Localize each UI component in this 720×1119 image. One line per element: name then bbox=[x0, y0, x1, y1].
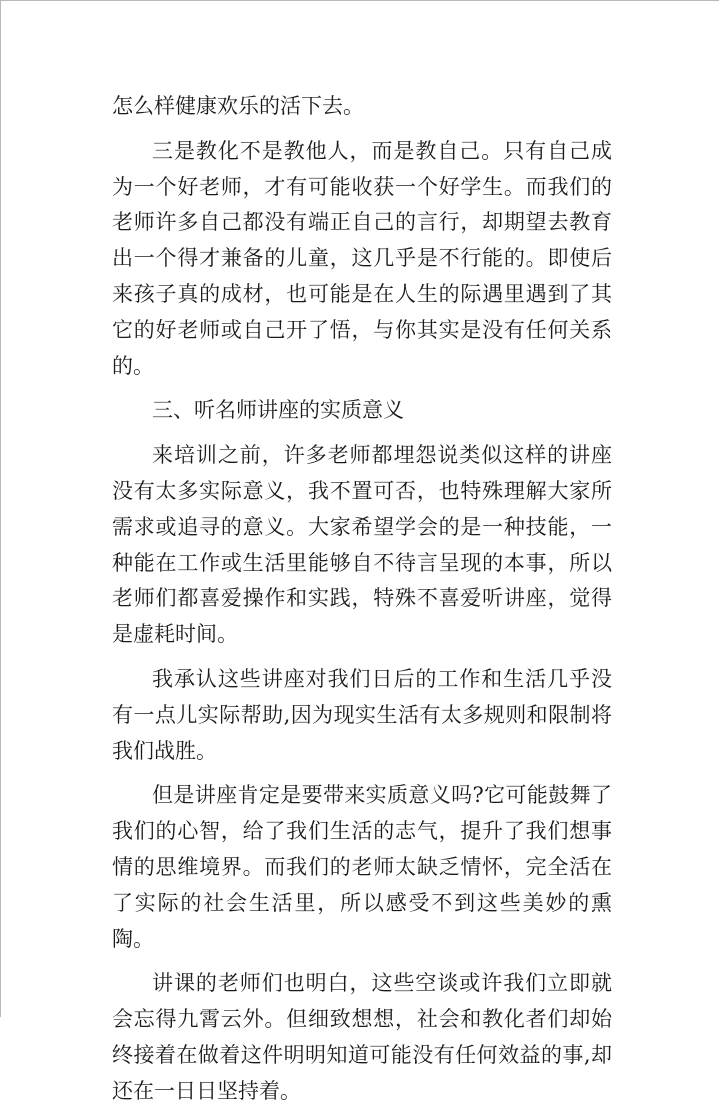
document-body bbox=[112, 89, 612, 1119]
paragraph-continuation: 怎么样健康欢乐的活下去。 bbox=[112, 94, 364, 118]
paragraph: 来培训之前，许多老师都埋怨说类似这样的讲座没有太多实际意义，我不置可否，也特殊理解大家所需求或追寻的意义。大家希望学会的是一种技能，一种能在工作或生活里能够自不待言呈现的本事，所以老师们都喜爱操作和实践，特殊不喜爱听讲座，觉得是虚耗时间。 bbox=[112, 443, 612, 647]
paragraph: 我承认这些讲座对我们日后的工作和生活几乎没有一点儿实际帮助,因为现实生活有太多规则和限制将我们战胜。 bbox=[112, 666, 612, 763]
paragraph: 讲课的老师们也明白，这些空谈或许我们立即就会忘得九霄云外。但细致想想，社会和教化者们却始终接着在做着这件明明知道可能没有任何效益的事,却还在一日日坚持着。 bbox=[112, 971, 612, 1103]
paragraph: 三是教化不是教他人，而是教自己。只有自己成为一个好老师，才有可能收获一个好学生。而我们的老师许多自己都没有端正自己的言行，却期望去教育出一个得才兼备的儿童，这几乎是不行能的。即使后来孩子真的成材，也可能是在人生的际遇里遇到了其它的好老师或自己开了悟，与你其实是没有任何关系的。 bbox=[112, 138, 612, 378]
section-heading: 三、听名师讲座的实质意义 bbox=[152, 398, 404, 423]
paragraph: 但是讲座肯定是要带来实质意义吗?它可能鼓舞了我们的心智，给了我们生活的志气，提升了我们想事情的思维境界。而我们的老师太缺乏情怀，完全活在了实际的社会生活里，所以感受不到这些美妙的熏陶。 bbox=[112, 783, 612, 951]
